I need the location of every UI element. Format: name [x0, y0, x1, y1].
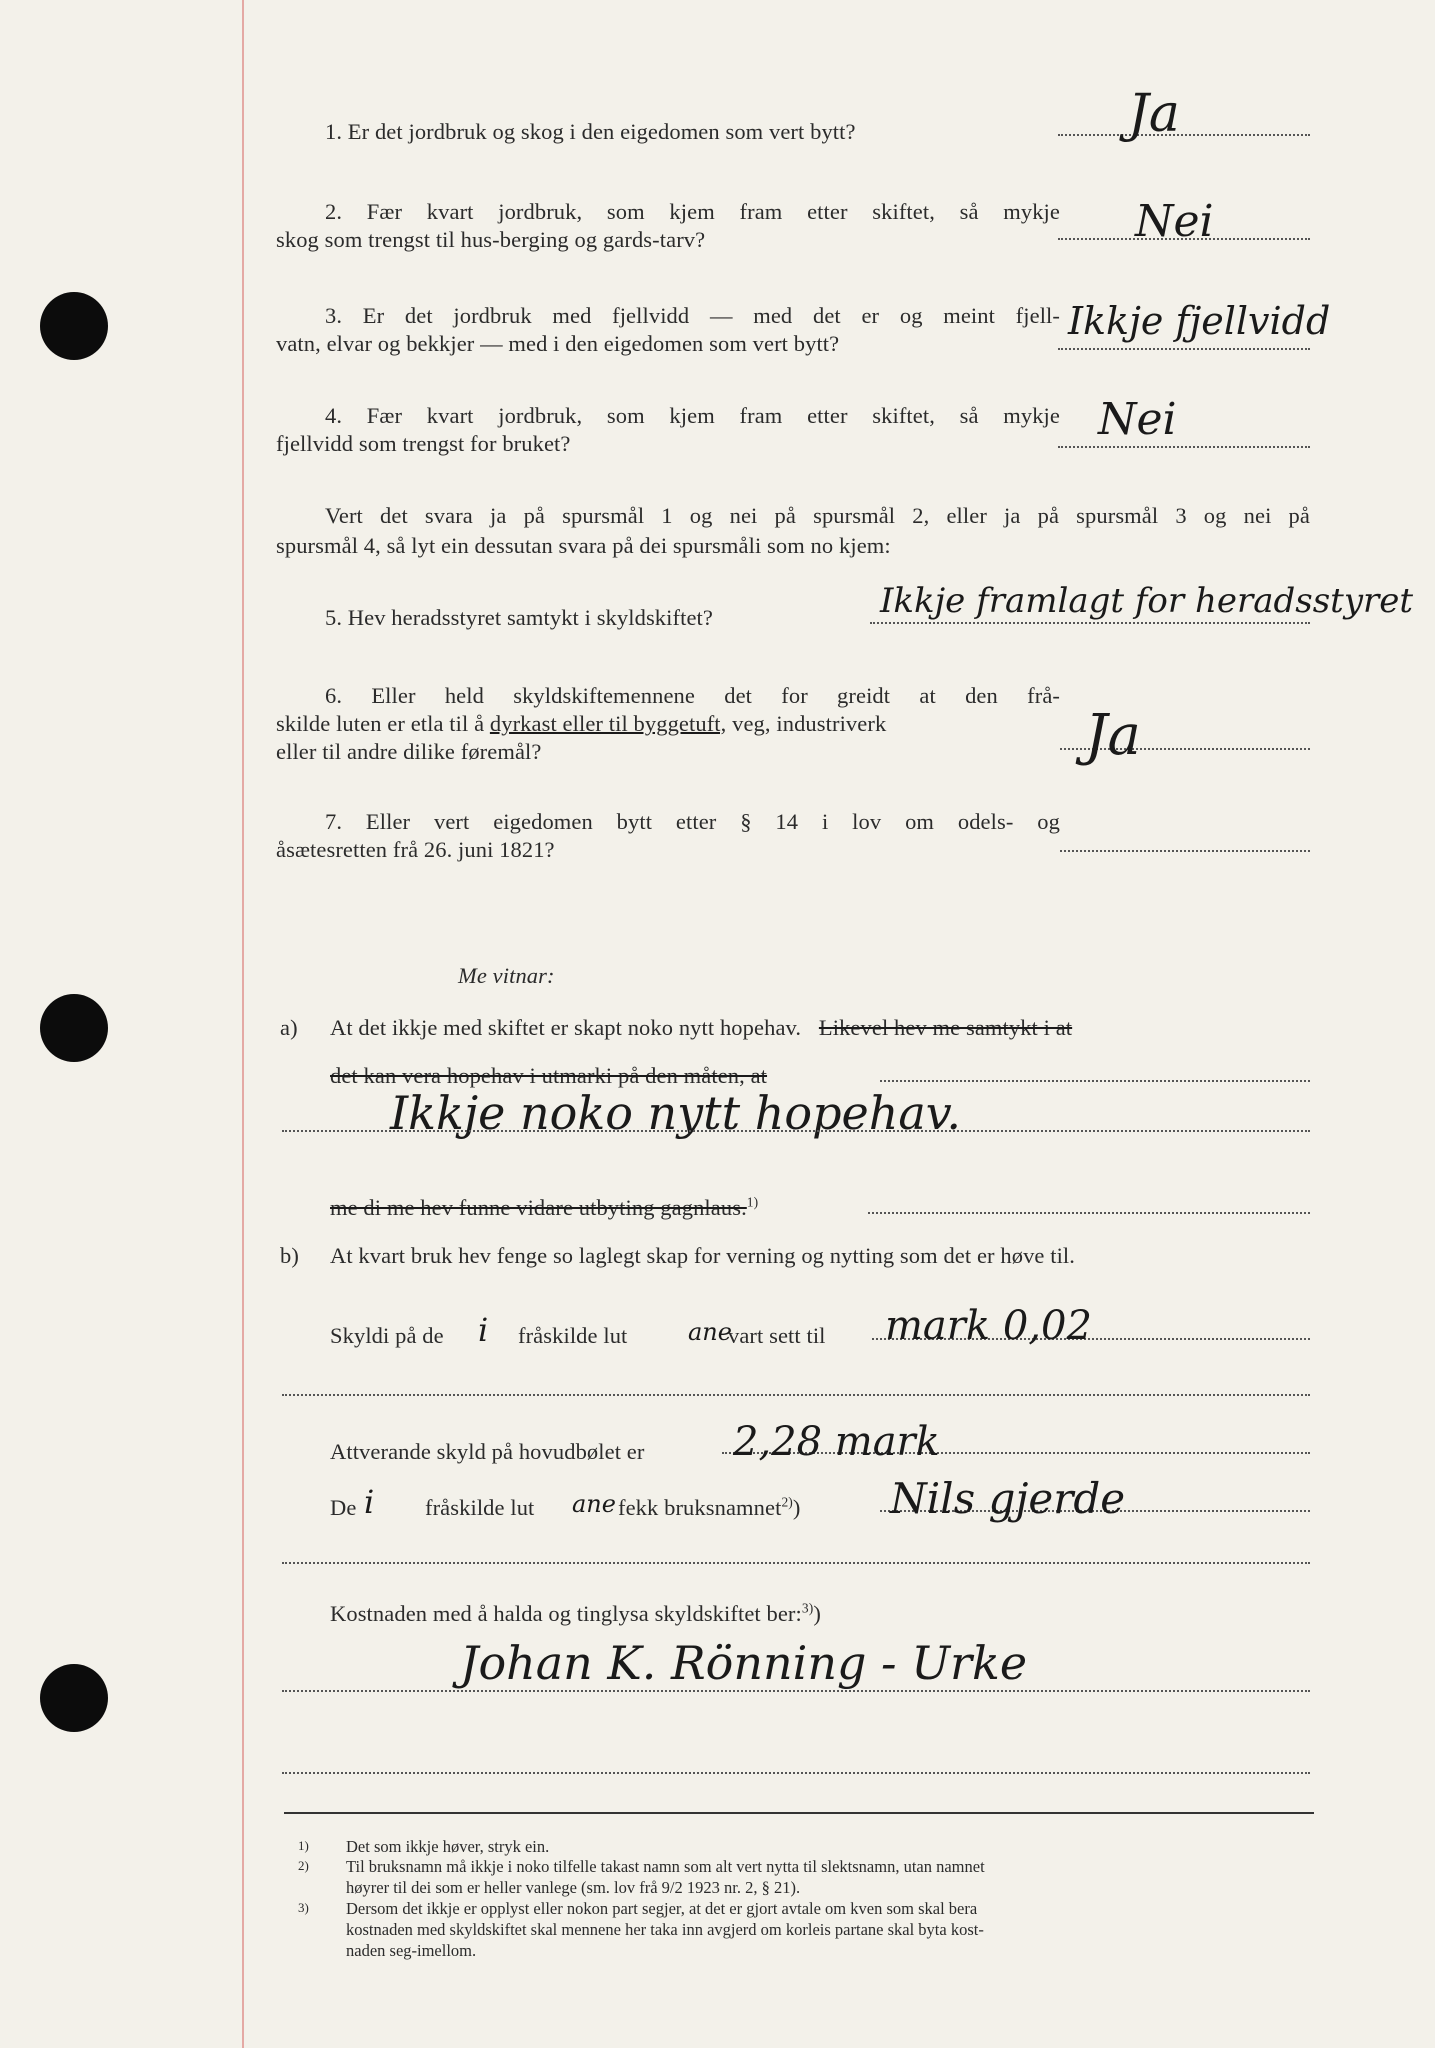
question-2-line2: skog som trengst til hus‐berging og gards‐tarv?: [276, 227, 706, 252]
cost-value: Johan K. Rönning - Urke: [460, 1636, 1028, 1690]
answer-line: [1058, 134, 1310, 136]
skyld-post: vart sett til: [728, 1323, 826, 1348]
name-value: Nils gjerde: [890, 1474, 1126, 1523]
section-a-text: [330, 1012, 1072, 1045]
question-3-line1: 3. Er det jordbruk med fjellvidd — med det er og meint fjell‐: [325, 303, 1060, 328]
answer-line: [868, 1212, 1310, 1214]
section-b-label: b): [280, 1243, 299, 1268]
section-a-statement: At det ikkje med skiftet er skapt noko nytt hopehav.: [330, 1015, 802, 1040]
answer-line: [282, 1394, 1310, 1396]
q6-text-a: skilde luten er etla til å: [276, 711, 485, 736]
struck-text: me di me hev funne vidare utbyting gagnlaus.: [330, 1195, 747, 1220]
footnote-separator: [284, 1812, 1314, 1814]
footnote-text: Det som ikkje høver, stryk ein.: [346, 1837, 550, 1856]
footnote-number: 3): [298, 1900, 309, 1915]
question-4-line2: fjellvidd som trengst for bruket?: [276, 431, 571, 456]
footnote-ref: 1): [746, 1194, 759, 1210]
footnote-text: Til bruksnamn må ikkje i noko tilfelle takast namn som alt vert nytta til slektsnamn, utan namnet: [346, 1857, 985, 1876]
footnote-text: høyrer til dei som er heller vanlege (sm. lov frå 9/2 1923 nr. 2, § 21).: [346, 1878, 801, 1897]
punch-hole: [40, 1664, 108, 1732]
footnote-ref: 3): [801, 1600, 814, 1616]
q6-text-c: veg, industriverk: [732, 711, 887, 736]
answer-4: Nei: [1098, 394, 1177, 445]
answer-line: [1058, 348, 1310, 350]
remaining-value: 2,28 mark: [733, 1419, 940, 1465]
skyld-mid: fråskilde lut: [518, 1323, 628, 1348]
cost-label-text: Kostnaden med å halda og tinglysa skyldskiftet ber:: [330, 1601, 802, 1626]
name-mid: fråskilde lut: [425, 1495, 535, 1520]
footnote-text: kostnaden med skyldskiftet skal mennene her taka inn avgjerd om korleis partane skal byta kost‐: [346, 1920, 984, 1939]
answer-line: [282, 1130, 1310, 1132]
answer-5: Ikkje framlagt for heradsstyret: [880, 581, 1414, 621]
footnote-number: 1): [298, 1838, 309, 1853]
cost-label: Kostnaden med å halda og tinglysa skyldskiftet ber:$^{3)}$): [330, 1600, 821, 1626]
footnote-ref: 2): [781, 1494, 793, 1510]
answer-line: [282, 1690, 1310, 1692]
question-7-line1: 7. Eller vert eigedomen bytt etter § 14 i lov om odels‐ og: [325, 809, 1060, 834]
name-hw2: ane: [572, 1490, 616, 1518]
name-post: fekk bruksnamnet$^{2)}$): [618, 1494, 801, 1520]
skyld-hw1: i: [478, 1311, 489, 1349]
answer-line: [870, 622, 1310, 624]
footnote-text: naden seg‐imellom.: [346, 1941, 477, 1960]
section-a-handwritten: Ikkje noko nytt hopehav.: [390, 1086, 961, 1140]
answer-2: Nei: [1135, 196, 1214, 247]
question-6-line3: eller til andre dilike føremål?: [276, 739, 542, 764]
footnote-number: 2): [298, 1858, 309, 1873]
section-b-text: At kvart bruk hev fenge so laglegt skap for verning og nytting som det er høve til.: [330, 1243, 1076, 1268]
answer-6: Ja: [1085, 703, 1141, 768]
punch-hole: [40, 292, 108, 360]
section-a-struck-line: [330, 1192, 758, 1225]
name-pre: De: [330, 1495, 357, 1520]
answer-3: Ikkje fjellvidd: [1068, 299, 1331, 343]
question-3-line2: vatn, elvar og bekkjer — med i den eigedomen som vert bytt?: [276, 331, 840, 356]
question-5: 5. Hev heradsstyret samtykt i skyldskiftet?: [325, 605, 713, 630]
question-7-line2: åsætesretten frå 26. juni 1821?: [276, 837, 555, 862]
remaining-label: Attverande skyld på hovudbølet er: [330, 1439, 645, 1464]
question-1: 1. Er det jordbruk og skog i den eigedomen som vert bytt?: [325, 119, 856, 144]
name-hw1: i: [364, 1483, 375, 1521]
answer-line: [880, 1080, 1310, 1082]
footnote-text: Dersom det ikkje er opplyst eller nokon part segjer, at det er gjort avtale om kven som skal bera: [346, 1899, 978, 1918]
skyld-hw2: ane: [688, 1318, 732, 1346]
question-6-line1: 6. Eller held skyldskiftemennene det for greidt at den frå‐: [325, 683, 1060, 708]
name-post-text: fekk bruksnamnet: [618, 1495, 782, 1520]
question-2-line1: 2. Fær kvart jordbruk, som kjem fram etter skiftet, så mykje: [325, 199, 1060, 224]
skyld-value: mark 0,02: [885, 1303, 1092, 1349]
q6-underlined: dyrkast eller til byggetuft,: [489, 711, 727, 736]
struck-text: Likevel hev me samtykt i at: [818, 1015, 1073, 1040]
punch-hole: [40, 994, 108, 1062]
answer-line: [282, 1772, 1310, 1774]
intro-line2: spursmål 4, så lyt ein dessutan svara på dei spursmåli som no kjem:: [276, 533, 891, 558]
question-4-line1: 4. Fær kvart jordbruk, som kjem fram etter skiftet, så mykje: [325, 403, 1060, 428]
struck-text: det kan vera hopehav i utmarki på den måten, at: [330, 1063, 768, 1088]
skyld-pre: Skyldi på de: [330, 1323, 444, 1348]
answer-line: [1058, 446, 1310, 448]
answer-1: Ja: [1128, 84, 1180, 144]
witness-heading: Me vitnar:: [458, 963, 555, 988]
margin-line: [242, 0, 244, 2048]
section-a-label: a): [280, 1015, 298, 1040]
answer-line: [1060, 850, 1310, 852]
answer-line: [282, 1562, 1310, 1564]
intro-line1: Vert det svara ja på spursmål 1 og nei på spursmål 2, eller ja på spursmål 3 og nei på: [325, 503, 1310, 528]
